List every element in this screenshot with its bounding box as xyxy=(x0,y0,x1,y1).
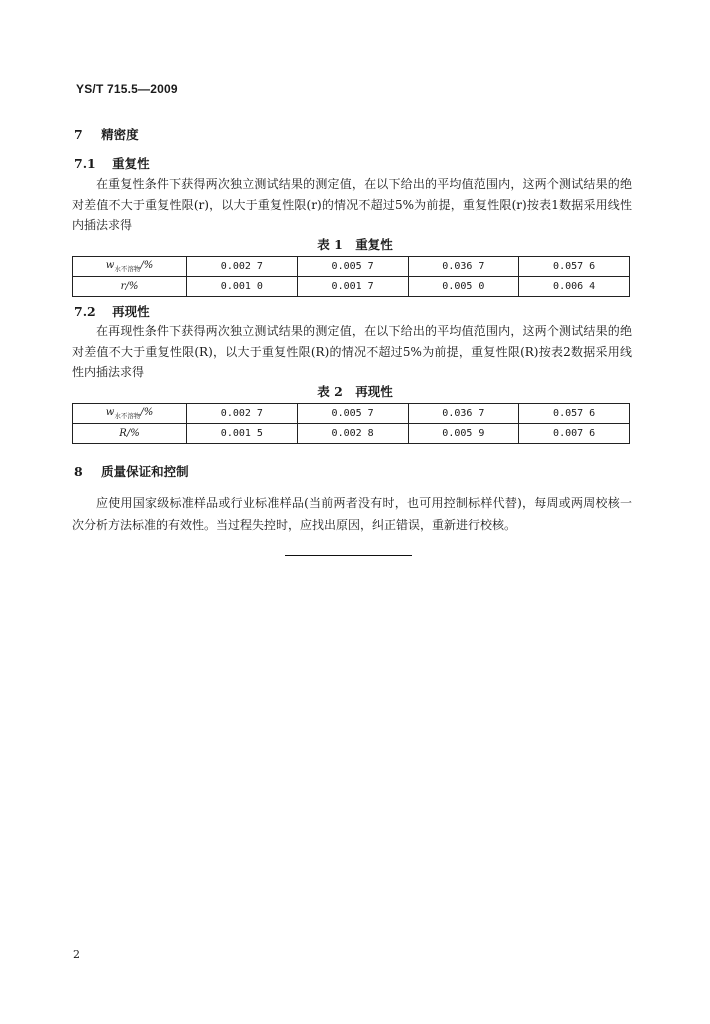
section-7-title: 精密度 xyxy=(101,127,139,142)
table-1 xyxy=(72,256,630,297)
table-2-cell: 0.002 7 xyxy=(187,404,298,424)
table-1-row-r xyxy=(73,277,630,297)
page-number: 2 xyxy=(73,948,80,961)
section-7-number: 7 xyxy=(74,127,83,142)
table-2-cell: 0.001 5 xyxy=(187,424,298,444)
table-1-cell: 0.006 4 xyxy=(519,277,630,297)
section-7-1-number: 7.1 xyxy=(74,156,96,171)
section-7-2-heading xyxy=(74,302,150,320)
section-8-title: 质量保证和控制 xyxy=(101,464,189,479)
table-1-row-w-label: $w_{水不溶物}/\%$ xyxy=(73,257,187,277)
table-2-row-w xyxy=(73,404,630,424)
table-2-cell: 0.036 7 xyxy=(408,404,519,424)
table-2-cell: 0.002 8 xyxy=(297,424,408,444)
table-2-cell: 0.057 6 xyxy=(519,404,630,424)
section-7-2-number: 7.2 xyxy=(74,304,96,319)
table-1-cell: 0.005 7 xyxy=(297,257,408,277)
table-1-caption: 表 1 重复性 xyxy=(317,237,393,252)
section-8-heading xyxy=(74,462,189,480)
table-2-cell: 0.005 9 xyxy=(408,424,519,444)
end-rule xyxy=(285,555,412,556)
table-2-cell: 0.005 7 xyxy=(297,404,408,424)
section-7-1-heading xyxy=(74,154,150,172)
section-7-1-title: 重复性 xyxy=(112,156,150,171)
section-8-paragraph: 应使用国家级标准样品或行业标准样品(当前两者没有时，也可用控制标样代替)，每周或两周校核一次分析方法标准的有效性。当过程失控时，应找出原因，纠正错误，重新进行校核。 xyxy=(72,496,632,532)
table-2-cell: 0.007 6 xyxy=(519,424,630,444)
table-1-cell: 0.057 6 xyxy=(519,257,630,277)
section-8-number: 8 xyxy=(74,464,83,479)
table-1-cell: 0.036 7 xyxy=(408,257,519,277)
section-7-2-title: 再现性 xyxy=(112,304,150,319)
table-1-row-r-label: r/% xyxy=(73,277,187,297)
table-2 xyxy=(72,403,630,444)
table-1-cell: 0.005 0 xyxy=(408,277,519,297)
table-2-row-r xyxy=(73,424,630,444)
section-7-2-paragraph: 在再现性条件下获得两次独立测试结果的测定值，在以下给出的平均值范围内，这两个测试结果的绝对差值不大于重复性限(R)，以大于重复性限(R)的情况不超过5%为前提，重复性限(R)按表2数据采用线性内插法求得 xyxy=(72,324,632,379)
table-1-cell: 0.001 7 xyxy=(297,277,408,297)
table-2-row-w-label: $w_{水不溶物}/\%$ xyxy=(73,404,187,424)
table-1-row-w xyxy=(73,257,630,277)
table-1-cell: 0.001 0 xyxy=(187,277,298,297)
table-2-row-r-label: R/% xyxy=(73,424,187,444)
section-7-1-paragraph: 在重复性条件下获得两次独立测试结果的测定值，在以下给出的平均值范围内，这两个测试结果的绝对差值不大于重复性限(r)，以大于重复性限(r)的情况不超过5%为前提，重复性限(r)按表1数据采用线性内插法求得 xyxy=(72,177,632,232)
table-1-cell: 0.002 7 xyxy=(187,257,298,277)
section-7-heading xyxy=(74,125,139,143)
table-2-caption: 表 2 再现性 xyxy=(317,384,393,399)
standard-code: YS/T 715.5—2009 xyxy=(76,82,178,96)
